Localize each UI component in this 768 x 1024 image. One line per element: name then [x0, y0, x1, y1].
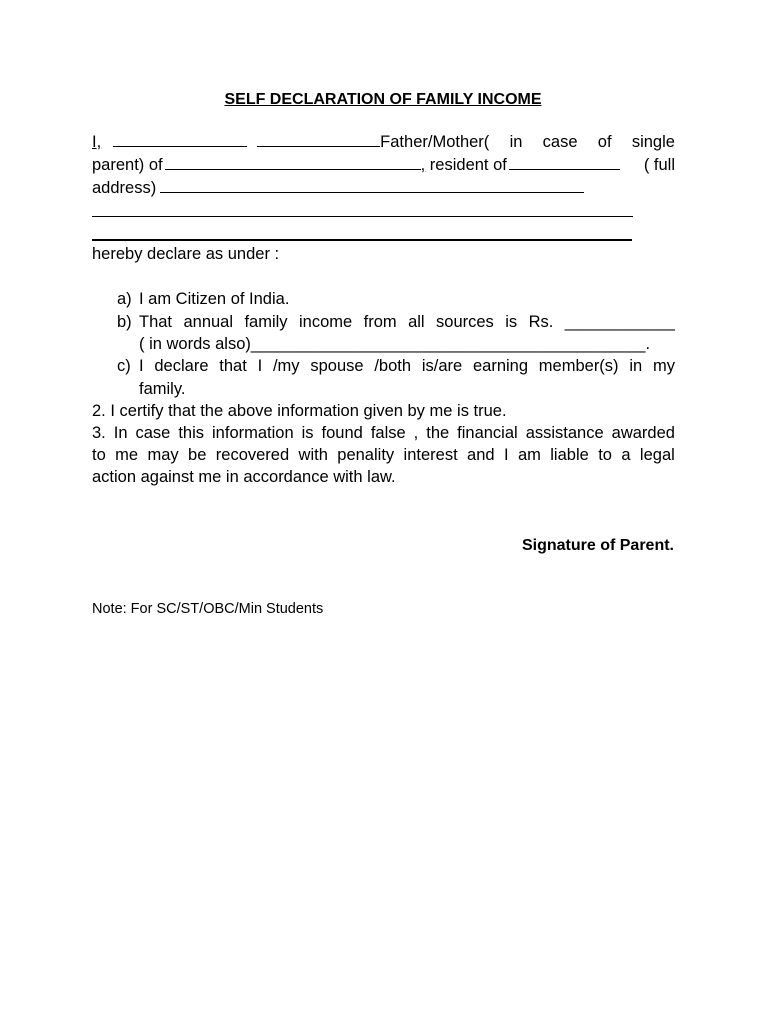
point-3-word: to — [598, 446, 612, 464]
point-3-word: may — [147, 446, 179, 464]
intro-line-1-lead — [92, 131, 489, 153]
point-3-word: be — [188, 446, 207, 464]
item-b-line-1 — [139, 311, 675, 333]
intro-line-2 — [92, 154, 675, 176]
item-a-text: I am Citizen of India. — [139, 290, 290, 308]
item-b-word: annual — [183, 313, 234, 331]
item-b-word: sources — [436, 313, 494, 331]
point-3-line-2 — [92, 444, 675, 466]
item-c-word: I — [257, 357, 263, 375]
item-b-word: Rs. — [528, 313, 554, 331]
document-title: SELF DECLARATION OF FAMILY INCOME — [224, 91, 542, 108]
address-label: address) — [92, 179, 157, 197]
point-3-word: penality — [337, 446, 395, 464]
item-b-marker: b) — [117, 313, 132, 331]
point-3-word: this — [178, 424, 205, 442]
point-2: 2. I certify that the above information given by me is true. — [92, 402, 507, 420]
address-blank-3[interactable] — [92, 239, 632, 241]
resident-of-label: resident of — [425, 156, 507, 174]
item-c-word: declare — [154, 357, 209, 375]
resident-blank[interactable] — [509, 154, 620, 170]
point-3-word: and — [467, 446, 495, 464]
item-c-word: /my — [272, 357, 300, 375]
point-3-word: , — [413, 424, 419, 442]
item-b-word: all — [408, 313, 425, 331]
item-b-word: from — [363, 313, 397, 331]
point-3-word: In — [113, 424, 128, 442]
intro-word-3: of — [597, 133, 612, 151]
name-blank-1[interactable] — [113, 131, 247, 147]
intro-pronoun: I, — [92, 133, 102, 151]
item-c-word: earning — [472, 357, 529, 375]
item-b-word: family — [244, 313, 288, 331]
point-3-word: to — [92, 446, 106, 464]
intro-word-4: single — [631, 133, 675, 151]
item-c-word: that — [219, 357, 247, 375]
income-amount-blank[interactable]: ____________ — [564, 313, 675, 331]
item-c-line-1 — [139, 355, 675, 377]
point-3-word: financial — [457, 424, 518, 442]
item-c-word: member(s) — [538, 357, 619, 375]
point-3-word: assistance — [525, 424, 604, 442]
point-3-word: I — [503, 446, 509, 464]
point-3-word: case — [135, 424, 171, 442]
item-b-word: income — [299, 313, 353, 331]
full-address-label: ( full — [643, 156, 675, 174]
intro-line-2-lead — [92, 154, 620, 176]
item-c-word: is/are — [421, 357, 463, 375]
address-blank-2[interactable] — [92, 216, 633, 217]
signature-label: Signature of Parent. — [521, 537, 674, 554]
intro-word-0: Father/Mother( — [380, 133, 490, 151]
item-a-marker: a) — [117, 290, 132, 308]
point-3-word: me — [115, 446, 139, 464]
footer-note: Note: For SC/ST/OBC/Min Students — [92, 601, 324, 617]
point-3-word: liable — [550, 446, 589, 464]
parent-of-label: parent) of — [92, 156, 163, 174]
intro-word-1: in — [509, 133, 523, 151]
item-c-word: spouse — [310, 357, 364, 375]
point-3-word: with — [298, 446, 328, 464]
intro-line-3 — [92, 177, 675, 199]
item-b-line-2: ( in words also)___________________________________________. — [139, 335, 651, 353]
name-blank-2[interactable] — [257, 131, 380, 147]
point-3-word: legal — [639, 446, 675, 464]
point-3-word: 3. — [92, 424, 106, 442]
point-3-word: am — [517, 446, 541, 464]
address-blank-1[interactable] — [160, 177, 584, 193]
item-c-word: my — [652, 357, 675, 375]
item-c-word: I — [139, 357, 144, 375]
parent-comma: , — [420, 156, 426, 174]
item-c-line-2: family. — [139, 380, 186, 398]
point-3-word: a — [621, 446, 631, 464]
parent-name-blank[interactable] — [165, 154, 421, 170]
item-c-marker: c) — [117, 357, 131, 375]
point-3-word: awarded — [611, 424, 675, 442]
point-3-word: interest — [403, 446, 458, 464]
point-3-word: false — [370, 424, 406, 442]
point-3-word: found — [321, 424, 363, 442]
intro-line-1 — [92, 131, 675, 153]
point-3-word: is — [301, 424, 314, 442]
item-b-word: is — [505, 313, 518, 331]
point-3-word: information — [212, 424, 294, 442]
point-3-line-3: action against me in accordance with law. — [92, 468, 396, 486]
item-c-word: /both — [374, 357, 412, 375]
item-c-word: in — [629, 357, 643, 375]
intro-word-2: case — [542, 133, 578, 151]
item-b-word: That — [139, 313, 173, 331]
declare-line: hereby declare as under : — [92, 245, 280, 263]
point-3-line-1 — [92, 422, 675, 444]
point-3-word: recovered — [215, 446, 290, 464]
point-3-word: the — [426, 424, 450, 442]
